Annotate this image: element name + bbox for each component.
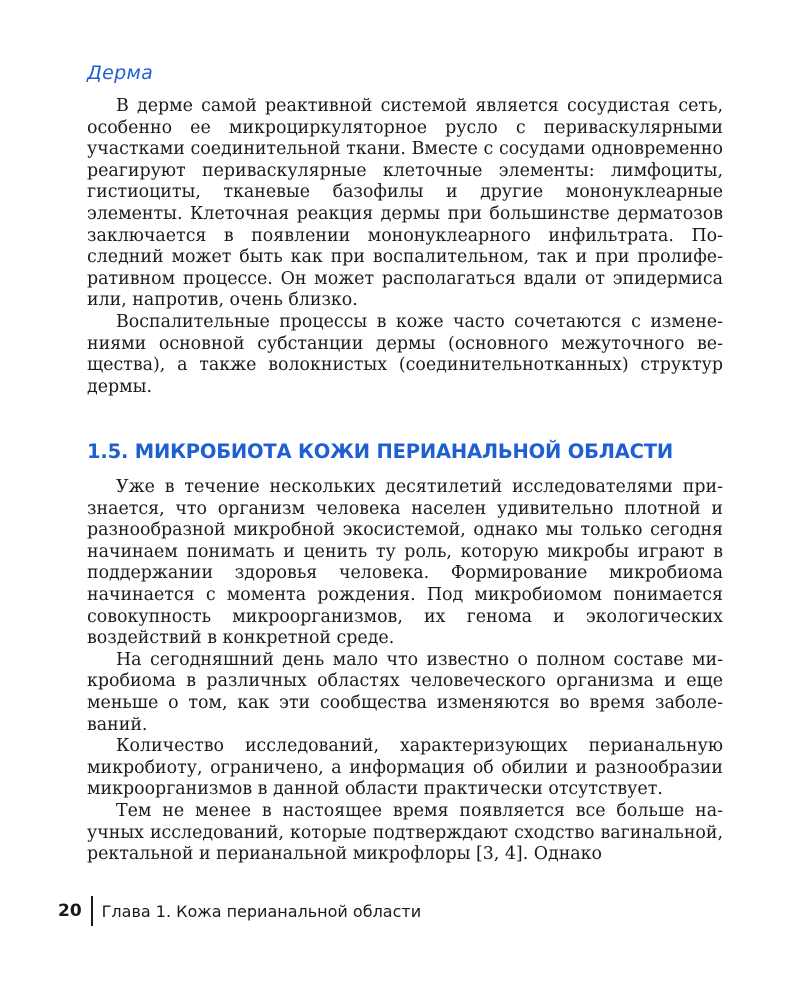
paragraph: Тем не менее в настоящее время появляется все больше научных исследований, которые подтверждают сходство вагинальной, ректальной и перианальной микрофлоры [3, 4]. Однако: [87, 800, 723, 865]
page-number: 20: [58, 901, 82, 921]
paragraph: Воспалительные процессы в коже часто сочетаются с изменениями основной субстанции дермы (основного межуточного вещества), а также волокнистых (соединительнотканных) структур дермы.: [87, 311, 723, 397]
subsection-title: Дерма: [87, 62, 154, 84]
footer-divider: [91, 896, 93, 926]
running-chapter-title: Глава 1. Кожа перианальной области: [101, 901, 422, 921]
microbiota-text-block: [87, 477, 723, 866]
paragraph: В дерме самой реактивной системой является сосудистая сеть, особенно ее микроциркуляторное русло с периваскулярными участками соединительной ткани. Вместе с сосудами одновременно реагируют периваскулярные клеточные элементы: лимфоциты, гистиоциты, тканевые базофилы и другие мононуклеарные элементы. Клеточная реакция дермы при большинстве дерматозов заключается в появлении мононуклеарного инфильтрата. Последний может быть как при воспалительном, так и при пролиферативном процессе. Он может располагаться вдали от эпидермиса или, напротив, очень близко.: [87, 96, 723, 311]
paragraph: На сегодняшний день мало что известно о полном составе микробиома в различных областях человеческого организма и еще меньше о том, как эти сообщества изменяются во время заболеваний.: [87, 649, 723, 735]
paragraph: Количество исследований, характеризующих перианальную микробиоту, ограничено, а информация об обилии и разнообразии микроорганизмов в данной области практически отсутствует.: [87, 736, 723, 800]
derma-text-block: [87, 96, 723, 398]
paragraph: Уже в течение нескольких десятилетий исследователями признается, что организм человека населен удивительно плотной и разнообразной микробной экосистемой, однако мы только сегодня начинаем понимать и ценить ту роль, которую микробы играют в поддержании здоровья человека. Формирование микробиома начинается с момента рождения. Под микробиомом понимается совокупность микроорганизмов, их генома и экологических воздействий в конкретной среде.: [87, 477, 723, 649]
section-heading: 1.5. МИКРОБИОТА КОЖИ ПЕРИАНАЛЬНОЙ ОБЛАСТИ: [87, 440, 673, 463]
page-footer: [58, 896, 421, 926]
